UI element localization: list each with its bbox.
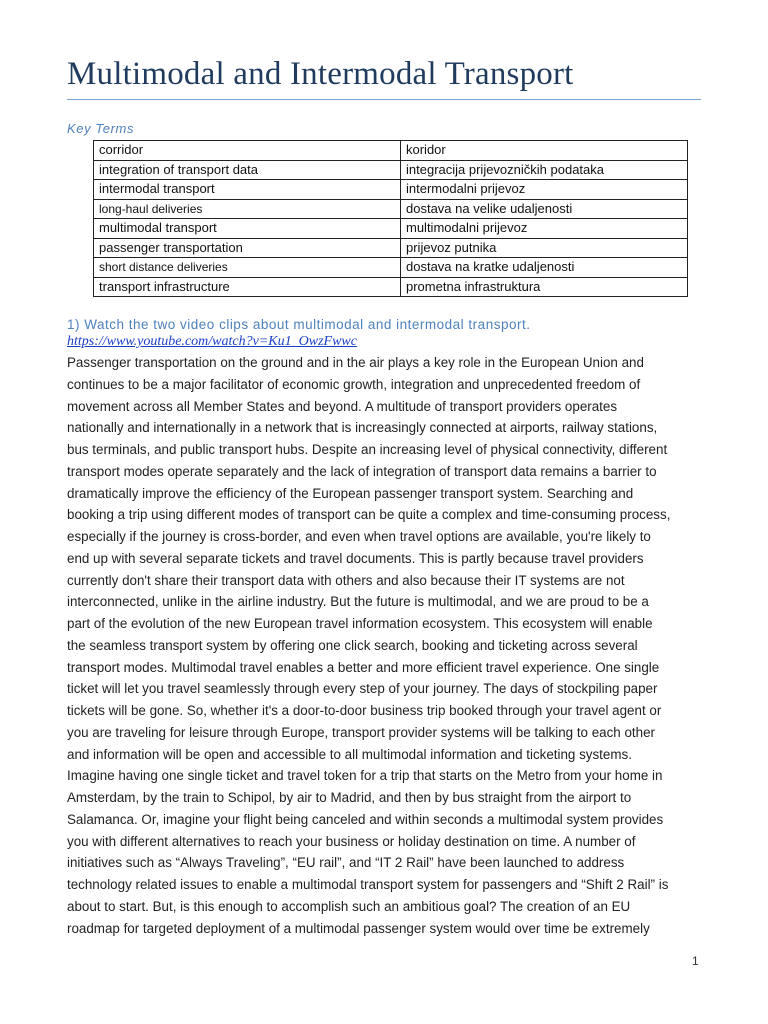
text-line: Passenger transportation on the ground and in the air plays a key role in the European Union and [67, 355, 644, 370]
term-croatian: dostava na kratke udaljenosti [401, 258, 688, 278]
text-line: tickets will be gone. So, whether it's a door-to-door business trip booked through your travel agent or [67, 703, 662, 718]
text-line: the seamless transport system by offering one click search, booking and ticketing across several [67, 637, 638, 653]
text-line: interconnected, unlike in the airline industry. But the future is multimodal, and we are proud to be a [67, 594, 649, 610]
video-link[interactable]: https://www.youtube.com/watch?v=Ku1_OwzFwwc [67, 334, 357, 349]
text-line: nationally and internationally in a network that is increasingly connected at airports, railway stations, [67, 420, 658, 436]
term-croatian: dostava na velike udaljenosti [401, 199, 688, 219]
page-title: Multimodal and Intermodal Transport [67, 56, 574, 92]
term-english: transport infrastructure [94, 277, 401, 297]
table-row [94, 238, 688, 258]
text-line: Salamanca. Or, imagine your flight being canceled and within seconds a multimodal system provides [67, 811, 664, 827]
title-divider [67, 99, 701, 100]
key-terms-table [93, 140, 688, 297]
body-paragraph [67, 352, 701, 939]
key-terms-heading: Key Terms [67, 121, 135, 136]
table-row [94, 258, 688, 278]
term-english: long-haul deliveries [94, 199, 401, 219]
term-croatian: integracija prijevozničkih podataka [401, 160, 688, 180]
text-line: currently don't share their transport data with others and also because their IT systems are not [67, 572, 625, 588]
term-english: short distance deliveries [94, 258, 401, 278]
text-line: movement across all Member States and beyond. A multitude of transport providers operates [67, 398, 618, 414]
text-line: transport modes. Multimodal travel enables a better and more efficient travel experience. One single [67, 659, 660, 675]
term-english: integration of transport data [94, 160, 401, 180]
term-croatian: prometna infrastruktura [401, 277, 688, 297]
text-line: Amsterdam, by the train to Schipol, by air to Madrid, and then by bus straight from the airport to [67, 790, 632, 805]
text-line: you are traveling for leisure through Europe, transport provider systems will be talking to each other [67, 724, 655, 740]
text-line: technology related issues to enable a multimodal transport system for passengers and “Shift 2 Rail” is [67, 877, 669, 892]
term-english: multimodal transport [94, 219, 401, 239]
text-line: you with different alternatives to reach your business or holiday destination on time. A number of [67, 833, 636, 849]
table-row [94, 277, 688, 297]
table-row [94, 219, 688, 239]
table-row [94, 141, 688, 161]
text-line: roadmap for targeted deployment of a multimodal passenger system would over time be extremely [67, 920, 650, 936]
term-english: intermodal transport [94, 180, 401, 200]
term-croatian: koridor [401, 141, 688, 161]
term-croatian: prijevoz putnika [401, 238, 688, 258]
table-row [94, 160, 688, 180]
text-line: especially if the journey is cross-border, and even when travel options are available, you're likely to [67, 529, 651, 544]
text-line: bus terminals, and public transport hubs. Despite an increasing level of physical connectivity, different [67, 442, 668, 457]
page-number: 1 [692, 954, 699, 968]
text-line: continues to be a major facilitator of economic growth, integration and unprecedented freedom of [67, 376, 641, 392]
text-line: booking a trip using different modes of transport can be quite a complex and time-consuming process, [67, 507, 671, 523]
table-row [94, 180, 688, 200]
term-croatian: intermodalni prijevoz [401, 180, 688, 200]
text-line: transport modes operate separately and the lack of integration of transport data remains a barrier to [67, 463, 657, 479]
text-line: end up with several separate tickets and travel documents. This is partly because travel providers [67, 550, 644, 566]
text-line: and information will be open and accessible to all multimodal information and ticketing systems. [67, 746, 632, 762]
text-line: about to start. But, is this enough to accomplish such an ambitious goal? The creation of an EU [67, 898, 631, 914]
text-line: initiatives such as “Always Traveling”, “EU rail”, and “IT 2 Rail” have been launched to address [67, 855, 625, 871]
table-row [94, 199, 688, 219]
text-line: ticket will let you travel seamlessly through every step of your journey. The days of stockpiling paper [67, 681, 658, 697]
term-croatian: multimodalni prijevoz [401, 219, 688, 239]
text-line: part of the evolution of the new European travel information ecosystem. This ecosystem will enable [67, 616, 653, 631]
text-line: Imagine having one single ticket and travel token for a trip that starts on the Metro from your home in [67, 768, 663, 784]
text-line: dramatically improve the efficiency of the European passenger transport system. Searching and [67, 485, 634, 501]
section-heading: 1) Watch the two video clips about multimodal and intermodal transport. [67, 317, 531, 332]
term-english: passenger transportation [94, 238, 401, 258]
term-english: corridor [94, 141, 401, 161]
